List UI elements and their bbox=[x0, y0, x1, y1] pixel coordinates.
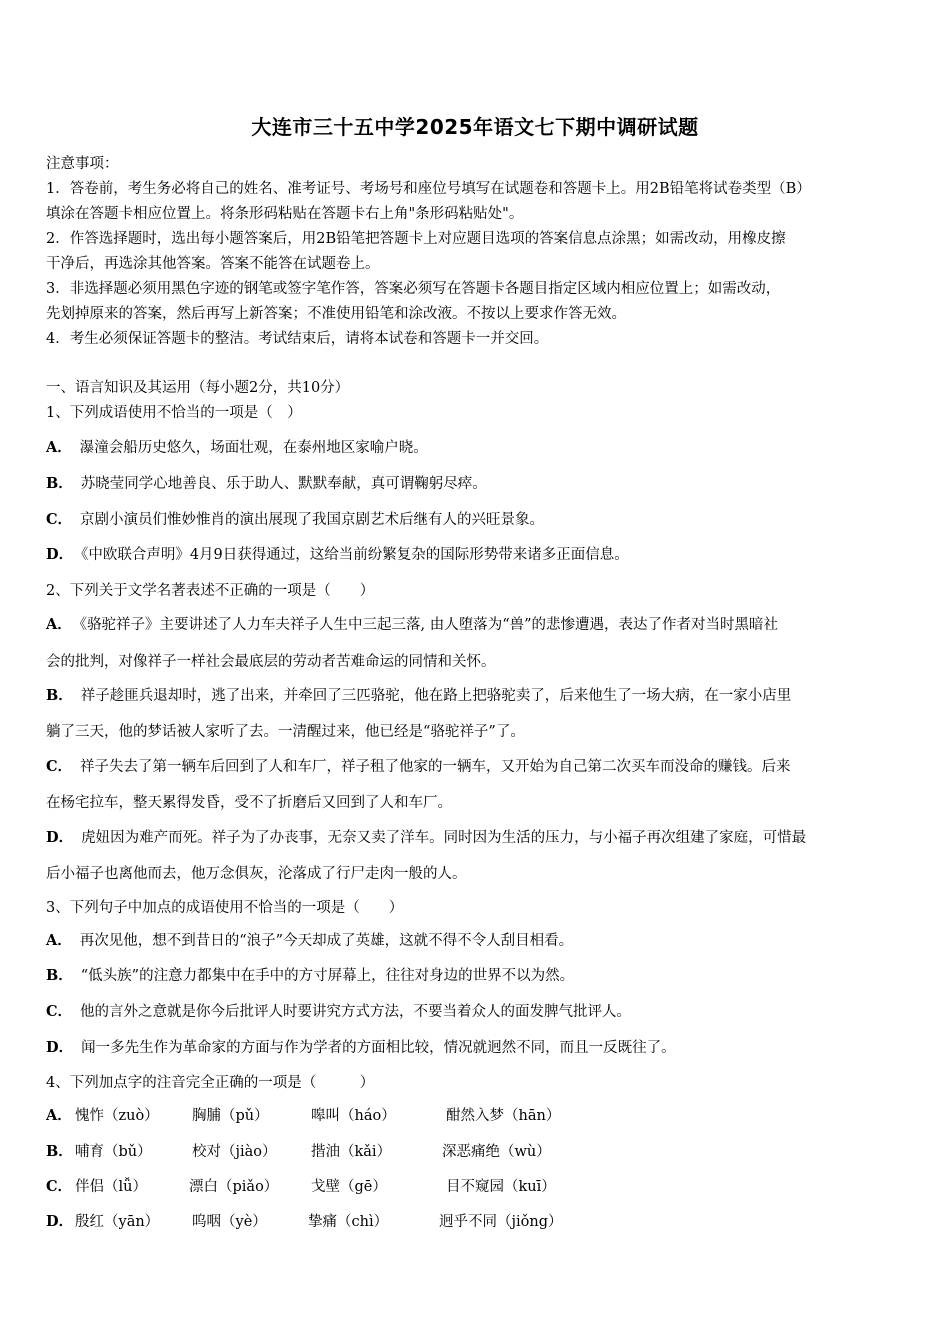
option-item: 伴侣（lǚ） bbox=[75, 1179, 147, 1195]
option-label: A． bbox=[46, 439, 72, 456]
question-3-option-d bbox=[46, 1036, 676, 1057]
question-2-option-a bbox=[46, 613, 778, 634]
option-item: 深恶痛绝（wù） bbox=[442, 1144, 551, 1160]
question-2-option-d-cont: 后小福子也离他而去，他万念俱灰，沦落成了行尸走肉一般的人。 bbox=[46, 866, 467, 882]
section-heading: 一、语言知识及其运用（每小题2分，共10分） bbox=[46, 380, 350, 396]
notice-line: 4．考生必须保证答题卡的整洁。考试结束后，请将本试卷和答题卡一并交回。 bbox=[46, 331, 549, 347]
option-item: 愧怍（zuò） bbox=[75, 1108, 159, 1124]
page-title: 大连市三十五中学2025年语文七下期中调研试题 bbox=[251, 115, 699, 139]
option-label: B． bbox=[46, 1143, 73, 1160]
option-label: D． bbox=[46, 1213, 74, 1230]
question-2-option-a-cont: 会的批判，对像祥子一样社会最底层的劳动者苦难命运的同情和关怀。 bbox=[46, 654, 496, 670]
option-item: 殷红（yān） bbox=[75, 1214, 160, 1230]
question-2-option-c-cont: 在杨宅拉车，整天累得发昏，受不了折磨后又回到了人和车厂。 bbox=[46, 795, 452, 811]
question-2-stem: 2、下列关于文学名著表述不正确的一项是（ ） bbox=[46, 583, 375, 599]
option-item: 酣然入梦（hān） bbox=[446, 1108, 561, 1124]
option-text: 祥子失去了第一辆车后回到了人和车厂，祥子租了他家的一辆车，又开始为自己第二次买车而没命的赚钱。后来 bbox=[80, 759, 791, 775]
option-label: A． bbox=[46, 1107, 72, 1124]
option-label: B． bbox=[46, 687, 73, 704]
option-text: 再次见他，想不到昔日的“浪子”今天却成了英雄，这就不得不令人刮目相看。 bbox=[79, 933, 574, 949]
question-1-option-a bbox=[46, 436, 428, 457]
option-label: D． bbox=[46, 1039, 74, 1056]
option-text: “低头族”的注意力都集中在手中的方寸屏幕上，往往对身边的世界不以为然。 bbox=[80, 968, 575, 984]
notice-line: 干净后，再选涂其他答案。答案不能答在试题卷上。 bbox=[46, 256, 380, 272]
option-text: 《中欧联合声明》4月9日获得通过，这给当前纷繁复杂的国际形势带来诸多正面信息。 bbox=[81, 547, 629, 563]
option-label: B． bbox=[46, 967, 73, 984]
option-item: 戈壁（gē） bbox=[311, 1179, 387, 1195]
option-label: C． bbox=[46, 1178, 73, 1195]
question-3-option-b bbox=[46, 964, 574, 985]
option-item: 嗥叫（háo） bbox=[311, 1108, 396, 1124]
option-item: 目不窥园（kuī） bbox=[446, 1179, 556, 1195]
question-2-option-c bbox=[46, 755, 791, 776]
option-label: C． bbox=[46, 758, 73, 775]
question-2-option-b-cont: 躺了三天，他的梦话被人家听了去。一清醒过来，他已经是“骆驼祥子”了。 bbox=[46, 724, 525, 740]
question-1-stem: 1、下列成语使用不恰当的一项是（ ） bbox=[46, 405, 302, 421]
option-text: 京剧小演员们惟妙惟肖的演出展现了我国京剧艺术后继有人的兴旺景象。 bbox=[80, 512, 545, 528]
notice-line: 2．作答选择题时，选出每小题答案后，用2B铅笔把答题卡上对应题目选项的答案信息点涂黑；如需改动，用橡皮擦 bbox=[46, 231, 786, 247]
option-label: A． bbox=[46, 932, 72, 949]
option-text: 他的言外之意就是你今后批评人时要讲究方式方法，不要当着众人的面发脾气批评人。 bbox=[80, 1004, 632, 1020]
notice-heading: 注意事项： bbox=[46, 156, 119, 172]
option-item: 漂白（piǎo） bbox=[189, 1179, 279, 1195]
option-label: D． bbox=[46, 546, 74, 563]
option-text: 苏晓莹同学心地善良、乐于助人、默默奉献，真可谓鞠躬尽瘁。 bbox=[80, 476, 487, 492]
question-1-option-b bbox=[46, 472, 487, 493]
option-label: A． bbox=[46, 616, 72, 633]
option-item: 挚痛（chì） bbox=[308, 1214, 389, 1230]
option-item: 呜咽（yè） bbox=[192, 1214, 267, 1230]
option-label: C． bbox=[46, 1003, 73, 1020]
option-item: 迥乎不同（jiǒng） bbox=[439, 1214, 563, 1230]
option-text: 瀑潼会船历史悠久，场面壮观，在泰州地区家喻户晓。 bbox=[79, 440, 428, 456]
option-text: 《骆驼祥子》主要讲述了人力车夫祥子人生中三起三落, 由人堕落为“兽”的悲惨遭遇，表达了作者对当时黑暗社 bbox=[79, 617, 779, 633]
question-2-option-d bbox=[46, 826, 806, 847]
question-3-option-a bbox=[46, 929, 573, 950]
notice-line: 1．答卷前，考生务必将自己的姓名、准考证号、考场号和座位号填写在试题卷和答题卡上。用2B铅笔将试卷类型（B） bbox=[46, 181, 811, 197]
option-item: 校对（jiào） bbox=[192, 1144, 277, 1160]
question-4-stem: 4、下列加点字的注音完全正确的一项是（ ） bbox=[46, 1075, 375, 1091]
question-3-stem: 3、下列句子中加点的成语使用不恰当的一项是（ ） bbox=[46, 900, 404, 916]
option-item: 哺育（bǔ） bbox=[75, 1144, 152, 1160]
option-label: D． bbox=[46, 829, 74, 846]
question-2-option-b bbox=[46, 684, 791, 705]
notice-line: 填涂在答题卡相应位置上。将条形码粘贴在答题卡右上角"条形码粘贴处"。 bbox=[46, 206, 524, 222]
question-1-option-d bbox=[46, 543, 629, 564]
option-text: 祥子趁匪兵退却时，逃了出来，并牵回了三匹骆驼，他在路上把骆驼卖了，后来他生了一场大病，在一家小店里 bbox=[80, 688, 792, 704]
notice-line: 先划掉原来的答案，然后再写上新答案；不准使用铅笔和涂改液。不按以上要求作答无效。 bbox=[46, 306, 626, 322]
question-1-option-c bbox=[46, 508, 544, 529]
option-text: 虎妞因为难产而死。祥子为了办丧事，无奈又卖了洋车。同时因为生活的压力，与小福子再次组建了家庭，可惜最 bbox=[81, 830, 807, 846]
notice-line: 3．非选择题必须用黑色字迹的钢笔或签字笔作答，答案必须写在答题卡各题目指定区域内相应位置上；如需改动， bbox=[46, 281, 781, 297]
option-text: 闻一多先生作为革命家的方面与作为学者的方面相比较，情况就迥然不同，而且一反既往了。 bbox=[81, 1040, 676, 1056]
option-label: C． bbox=[46, 511, 73, 528]
option-item: 揩油（kǎi） bbox=[311, 1144, 392, 1160]
question-3-option-c bbox=[46, 1000, 631, 1021]
option-item: 胸脯（pǔ） bbox=[192, 1108, 269, 1124]
option-label: B． bbox=[46, 475, 73, 492]
